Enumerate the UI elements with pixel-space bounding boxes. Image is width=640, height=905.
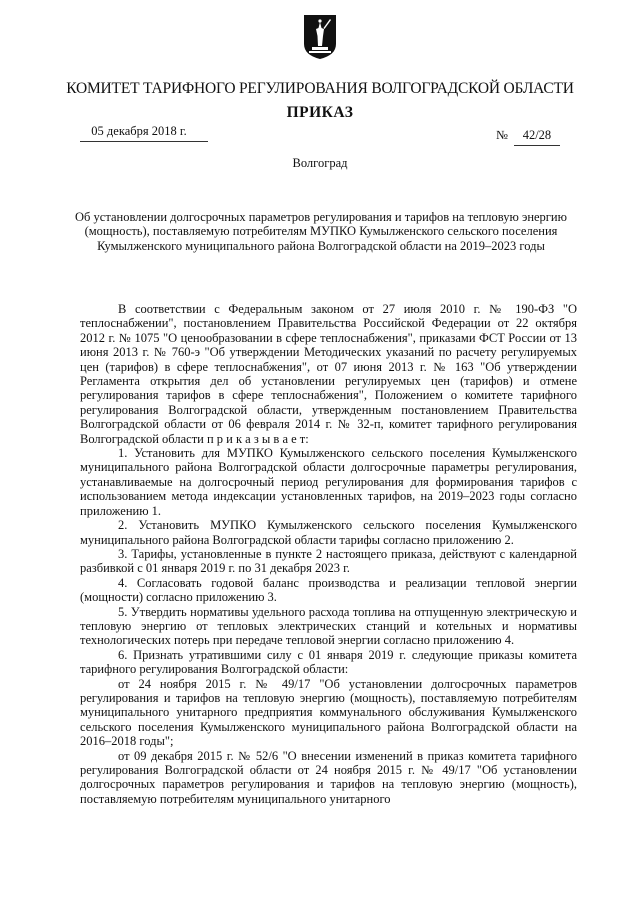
paragraph-preamble: В соответствии с Федеральным законом от 27 июля 2010 г. № 190-ФЗ "О теплоснабжении", постановлением Правительства Российской Федерации от 22 октября 2012 г. № 1075 "О ценообразовании в сфере теплоснабжения", приказами ФСТ России от 13 июня 2013 г. № 760-э "Об утверждении Методических указаний по расчету регулируемых цен (тарифов) в сфере теплоснабжения", от 07 июня 2013 г. № 163 "Об утверждении Регламента открытия дел об установлении регулируемых цен (тарифов) и отмене регулирования тарифов в сфере теплоснабжения", Положением о комитете тарифного регулирования Волгоградской области, утвержденным постановлением Правительства Волгоградской области от 06 февраля 2014 г. № 32-п, комитет тарифного регулирования Волгоградской области п р и к а з ы в а е т: (80, 302, 577, 446)
paragraph-item-3: 3. Тарифы, установленные в пункте 2 настоящего приказа, действуют с календарной разбивкой с 01 января 2019 г. по 31 декабря 2023 г. (80, 546, 577, 576)
order-body (80, 302, 577, 806)
paragraph-item-1: 1. Установить для МУПКО Кумылженского сельского поселения Кумылженского муниципального района Волгоградской области долгосрочные параметры регулирования, устанавливаемые на долгосрочный период регулирования для формирования тарифов с использованием метода индексации установленных тарифов, на 2019–2023 годы согласно приложению 1. (80, 446, 577, 518)
order-subject: Об установлении долгосрочных параметров регулирования и тарифов на тепловую энергию (мощность), поставляемую потребителям МУПКО Кумылженского сельского поселения Кумылженского муниципального района Волгоградской области на 2019–2023 годы (75, 210, 567, 253)
paragraph-item-6: 6. Признать утратившими силу с 01 января 2019 г. следующие приказы комитета тарифного регулирования Волгоградской области: (80, 647, 577, 677)
committee-name: КОМИТЕТ ТАРИФНОГО РЕГУЛИРОВАНИЯ ВОЛГОГРАДСКОЙ ОБЛАСТИ (66, 80, 574, 97)
document-type: ПРИКАЗ (286, 104, 354, 121)
paragraph-item-5: 5. Утвердить нормативы удельного расхода топлива на отпущенную электрическую и тепловую энергию от тепловых электрических станций и котельных и нормативы технологических потерь при передаче тепловой энергии согласно приложению 4. (80, 604, 577, 648)
paragraph-item-2: 2. Установить МУПКО Кумылженского сельского поселения Кумылженского муниципального района Волгоградской области тарифы согласно приложению 2. (80, 518, 577, 547)
paragraph-repealed-order-2: от 09 декабря 2015 г. № 52/6 "О внесении изменений в приказ комитета тарифного регулирования Волгоградской области от 24 ноября 2015 г. № 49/17 "Об установлении долгосрочных параметров регулирования и тарифов на тепловую энергию (мощность), поставляемую потребителям муниципального унитарного (80, 748, 577, 806)
number-sign: № (496, 128, 508, 142)
order-number: 42/28 (514, 128, 560, 146)
order-date: 05 декабря 2018 г. (80, 124, 208, 142)
volgograd-emblem-icon (303, 14, 337, 60)
paragraph-repealed-order-1: от 24 ноября 2015 г. № 49/17 "Об установлении долгосрочных параметров регулирования и тарифов на тепловую энергию (мощность), поставляемую потребителям муниципального унитарного предприятия коммунального обслуживания Кумылженского сельского поселения Кумылженского муниципального района Волгоградской области на 2016–2018 годы"; (80, 676, 577, 749)
city-name: Волгоград (292, 156, 348, 170)
paragraph-item-4: 4. Согласовать годовой баланс производства и реализации тепловой энергии (мощности) согласно приложению 3. (80, 575, 577, 605)
order-number-block (496, 128, 560, 146)
